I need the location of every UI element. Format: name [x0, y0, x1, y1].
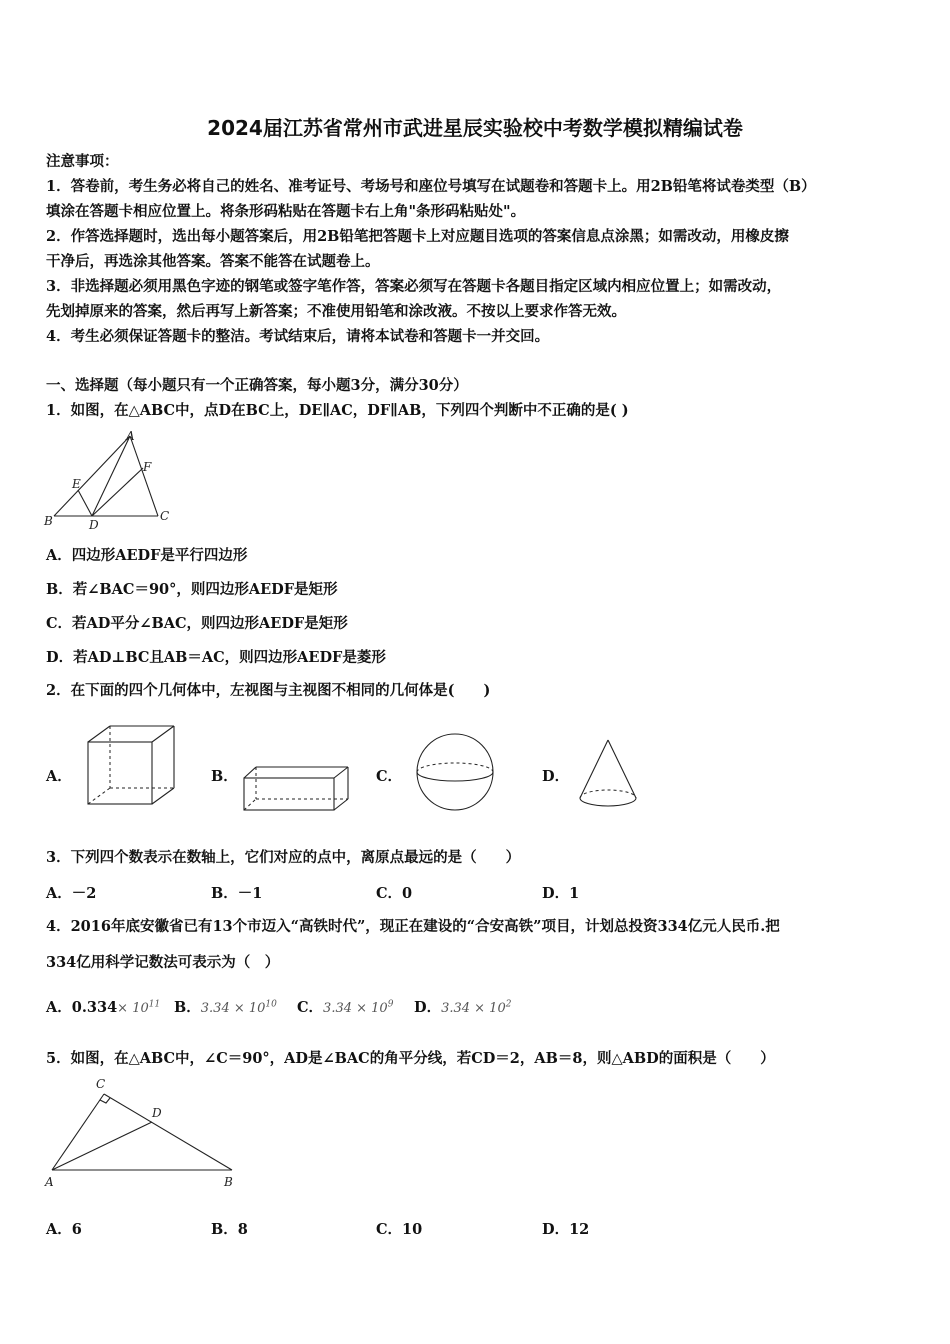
q5-option-a: A．6 — [46, 1221, 82, 1238]
q1-option-d: D．若AD⊥BC且AB＝AC，则四边形AEDF是菱形 — [46, 649, 386, 666]
q1-stem: 1．如图，在△ABC中，点D在BC上，DE∥AC，DF∥AB，下列四个判断中不正确的是( ) — [46, 402, 629, 419]
q4-option-a — [46, 996, 160, 1017]
q1-option-a: A．四边形AEDF是平行四边形 — [46, 547, 248, 564]
side-ab — [54, 436, 130, 516]
right-angle-mark — [100, 1098, 110, 1103]
q1-option-c: C．若AD平分∠BAC，则四边形AEDF是矩形 — [46, 615, 348, 632]
label-d: D — [89, 518, 99, 532]
q5-option-d: D．12 — [542, 1221, 590, 1238]
label-e: E — [72, 477, 81, 491]
q5-stem: 5．如图，在△ABC中，∠C＝90°，AD是∠BAC的角平分线，若CD＝2，AB＝8，则△ABD的面积是（ ） — [46, 1050, 775, 1067]
q2-stem: 2．在下面的四个几何体中，左视图与主视图不相同的几何体是( ) — [46, 682, 491, 699]
q4-option-d — [414, 996, 511, 1017]
side-ac — [52, 1094, 104, 1170]
sci-notation: $3.34 \times 10^2$ — [441, 999, 512, 1016]
label-b: B — [44, 514, 53, 528]
label-b: B — [224, 1175, 233, 1189]
q2-option-d: D． — [542, 768, 570, 785]
label-a: A — [126, 429, 135, 443]
q2-option-a: A． — [46, 768, 72, 785]
q4-stem-line1: 4．2016年底安徽省已有13个市迈入“高铁时代”，现正在建设的“合安高铁”项目，计划总投资334亿元人民币.把 — [46, 918, 780, 935]
sci-notation: × $10^{11}$ — [117, 999, 161, 1016]
q4-option-c — [297, 996, 393, 1017]
segment-df — [92, 468, 143, 516]
sci-notation: $3.34 \times 10^9$ — [323, 999, 394, 1016]
notice-line: 填涂在答题卡相应位置上。将条形码粘贴在答题卡右上角"条形码粘贴处"。 — [46, 203, 526, 220]
option-label: B． — [174, 999, 201, 1016]
q1-triangle-figure — [40, 428, 180, 533]
q4-option-b — [174, 996, 277, 1017]
q1-option-b: B．若∠BAC＝90°，则四边形AEDF是矩形 — [46, 581, 338, 598]
label-d: D — [152, 1106, 162, 1120]
cuboid-figure — [240, 764, 354, 814]
segment-ad — [92, 436, 130, 516]
section-heading: 一、选择题（每小题只有一个正确答案，每小题3分，满分30分） — [46, 377, 468, 394]
q4-stem-line2: 334亿用科学记数法可表示为（ ） — [46, 954, 280, 971]
notice-heading: 注意事项： — [46, 153, 119, 170]
notice-line: 1．答卷前，考生务必将自己的姓名、准考证号、考场号和座位号填写在试题卷和答题卡上。用2B铅笔将试卷类型（B） — [46, 178, 816, 195]
cone-figure — [576, 736, 640, 812]
notice-line: 4．考生必须保证答题卡的整洁。考试结束后，请将本试卷和答题卡一并交回。 — [46, 328, 550, 345]
notice-line: 干净后，再选涂其他答案。答案不能答在试题卷上。 — [46, 253, 380, 270]
label-c: C — [160, 509, 170, 523]
label-a: A — [45, 1175, 54, 1189]
notice-line: 先划掉原来的答案，然后再写上新答案；不准使用铅笔和涂改液。不按以上要求作答无效。 — [46, 303, 626, 320]
label-c: C — [96, 1077, 106, 1091]
q5-option-b: B．8 — [211, 1221, 248, 1238]
q2-option-b: B． — [211, 768, 238, 785]
cube-figure — [84, 724, 184, 808]
notice-line: 3．非选择题必须用黑色字迹的钢笔或签字笔作答，答案必须写在答题卡各题目指定区域内相应位置上；如需改动， — [46, 278, 782, 295]
sci-notation: $3.34 \times 10^{10}$ — [200, 999, 277, 1016]
q2-option-c: C． — [376, 768, 403, 785]
segment-de — [78, 490, 92, 516]
q3-option-b: B．－1 — [211, 885, 263, 902]
side-cb — [104, 1094, 232, 1170]
notice-line: 2．作答选择题时，选出每小题答案后，用2B铅笔把答题卡上对应题目选项的答案信息点涂黑；如需改动，用橡皮擦 — [46, 228, 789, 245]
q5-option-c: C．10 — [376, 1221, 423, 1238]
q5-triangle-figure — [40, 1074, 250, 1194]
option-label: D． — [414, 999, 442, 1016]
page-title: 2024届江苏省常州市武进星辰实验校中考数学模拟精编试卷 — [207, 116, 743, 140]
option-label: C． — [297, 999, 324, 1016]
sphere-figure — [412, 732, 498, 812]
option-label: A． — [46, 999, 72, 1016]
segment-ad — [52, 1122, 152, 1170]
option-base: 0.334 — [71, 999, 118, 1016]
q3-option-c: C．0 — [376, 885, 413, 902]
q3-option-d: D．1 — [542, 885, 580, 902]
label-f: F — [143, 460, 152, 474]
q3-stem: 3．下列四个数表示在数轴上，它们对应的点中，离原点最远的是（ ） — [46, 849, 521, 866]
q3-option-a: A．－2 — [46, 885, 97, 902]
